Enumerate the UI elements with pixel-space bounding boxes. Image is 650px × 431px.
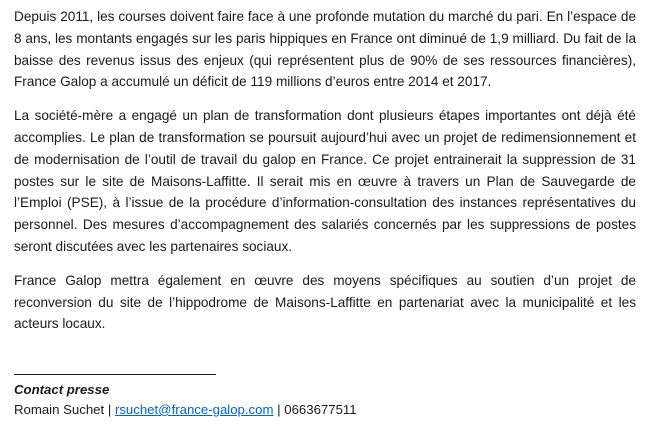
contact-name: Romain Suchet xyxy=(14,402,105,417)
paragraph-market-context: Depuis 2011, les courses doivent faire face à une profonde mutation du marché du pari. En l’espace de 8 ans, les montants engagés sur les paris hippiques en France ont diminué de 1,9 milliard. Du fait de la baisse des revenus issus des enjeux (qui représentent plus de 90% de ses ressources financières), France Galop a accumulé un déficit de 119 millions d’euros entre 2014 et 2017. xyxy=(14,9,636,90)
press-release-body xyxy=(14,6,636,335)
contact-heading: Contact presse xyxy=(14,382,110,397)
signature-divider xyxy=(14,374,216,375)
paragraph-site-reconversion: France Galop mettra également en œuvre des moyens spécifiques au soutien d’un projet de reconversion du site de l’hippodrome de Maisons-Laffitte en partenariat avec la municipalité et les acteurs locaux. xyxy=(14,272,636,332)
contact-separator: | xyxy=(273,402,285,417)
contact-phone: 0663677511 xyxy=(284,402,357,417)
contact-details xyxy=(14,400,357,420)
contact-email-link[interactable]: rsuchet@france-galop.com xyxy=(114,402,274,417)
press-contact-block xyxy=(14,380,357,420)
paragraph-transformation-plan: La société-mère a engagé un plan de transformation dont plusieurs étapes importantes ont déjà été accomplies. Le plan de transformation se poursuit aujourd’hui avec un projet de redimensionnement et de modernisation de l’outil de travail du galop en France. Ce projet entrainerait la suppression de 31 postes sur le site de Maisons-Laffitte. Il serait mis en œuvre à travers un Plan de Sauvegarde de l’Emploi (PSE), à l’issue de la procédure d’information-consultation des instances représentatives du personnel. Des mesures d’accompagnement des salariés concernés par les suppressions de postes seront discutées avec les partenaires sociaux. xyxy=(14,108,636,254)
contact-separator: | xyxy=(104,402,115,417)
